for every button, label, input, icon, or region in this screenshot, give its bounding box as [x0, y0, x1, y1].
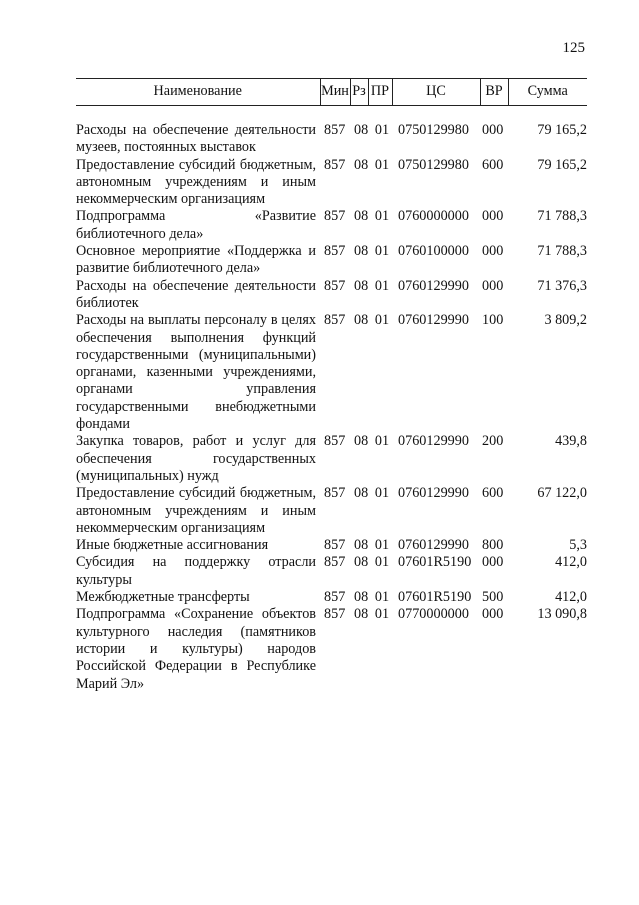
cell-vr: 500: [482, 589, 504, 606]
cell-min: 857: [324, 122, 346, 138]
cell-rz: 08: [354, 537, 369, 554]
cell-vr: 000: [482, 554, 504, 571]
header-name: Наименование: [76, 79, 320, 106]
cell-name: Расходы на обеспечение деятельности музеев, постоянных выставок: [76, 122, 316, 156]
cell-min: 857: [324, 208, 346, 225]
cell-name: Подпрограмма «Развитие библиотечного дела»: [76, 208, 316, 242]
header-rz: Рз: [350, 79, 368, 106]
table-row: [76, 554, 587, 589]
cell-sum: 71 376,3: [537, 277, 587, 294]
cell-rz: 08: [354, 554, 369, 571]
cell-sum: 79 165,2: [537, 156, 587, 173]
cell-min: 857: [324, 312, 346, 329]
cell-rz: 08: [354, 156, 369, 173]
cell-vr: 000: [482, 606, 504, 623]
header-vr: ВР: [480, 79, 508, 106]
cell-name: Расходы на обеспечение деятельности библиотек: [76, 277, 316, 311]
cell-name: Иные бюджетные ассигнования: [76, 537, 269, 554]
cell-rz: 08: [354, 208, 369, 225]
cell-name: Закупка товаров, работ и услуг для обеспечения государственных (муниципальных) нужд: [76, 433, 316, 484]
header-min: Мин: [320, 79, 350, 106]
cell-min: 857: [324, 589, 346, 606]
cell-vr: 600: [482, 156, 504, 173]
cell-vr: 600: [482, 485, 504, 502]
cell-cs: 0750129980: [398, 122, 469, 138]
cell-pr: 01: [374, 485, 390, 502]
cell-sum: 67 122,0: [537, 485, 587, 502]
cell-name: Предоставление субсидий бюджетным, автономным учреждениям и иным некоммерческим организациям: [76, 156, 316, 208]
cell-rz: 08: [354, 312, 369, 329]
cell-pr: 01: [374, 606, 390, 623]
cell-pr: 01: [374, 433, 390, 450]
budget-table: [76, 78, 587, 693]
page-number: 125: [562, 40, 585, 56]
cell-vr: 100: [482, 312, 504, 329]
cell-sum: 439,8: [555, 433, 587, 450]
cell-cs: 0760100000: [398, 243, 469, 260]
cell-rz: 08: [354, 606, 369, 623]
cell-min: 857: [324, 156, 346, 173]
cell-rz: 08: [354, 122, 369, 138]
cell-min: 857: [324, 554, 346, 571]
cell-sum: 3 809,2: [544, 312, 587, 329]
cell-pr: 01: [374, 277, 390, 294]
cell-vr: 200: [482, 433, 504, 450]
cell-name: Подпрограмма «Сохранение объектов культурного наследия (памятников истории и культуры) народов Российской Федерации в Республике Марий Эл»: [76, 606, 316, 692]
cell-vr: 800: [482, 537, 504, 554]
table-row: [76, 122, 587, 157]
table-row: [76, 278, 587, 313]
cell-rz: 08: [354, 433, 369, 450]
cell-cs: 07601R5190: [398, 554, 472, 571]
cell-sum: 71 788,3: [537, 243, 587, 260]
table-row: [76, 485, 587, 537]
cell-cs: 0750129980: [398, 156, 469, 173]
table-row: [76, 606, 587, 692]
cell-min: 857: [324, 277, 346, 294]
cell-cs: 0760000000: [398, 208, 469, 225]
cell-cs: 0760129990: [398, 537, 469, 554]
cell-vr: 000: [482, 122, 504, 138]
cell-sum: 79 165,2: [537, 122, 587, 138]
table-row: [76, 433, 587, 485]
cell-name: Межбюджетные трансферты: [76, 589, 250, 606]
header-pr: ПР: [368, 79, 392, 106]
cell-min: 857: [324, 433, 346, 450]
cell-pr: 01: [374, 589, 390, 606]
cell-rz: 08: [354, 485, 369, 502]
cell-rz: 08: [354, 277, 369, 294]
cell-pr: 01: [374, 554, 390, 571]
cell-cs: 07601R5190: [398, 589, 472, 606]
cell-name: Предоставление субсидий бюджетным, автономным учреждениям и иным некоммерческим организациям: [76, 485, 316, 536]
cell-min: 857: [324, 485, 346, 502]
cell-cs: 0770000000: [398, 606, 469, 623]
table-header-row: [76, 79, 587, 106]
cell-name: Расходы на выплаты персоналу в целях обеспечения выполнения функций государственными (муниципальными) органами, казенными учреждениями, органами управления государственными внебюджетными фондами: [76, 312, 316, 433]
cell-vr: 000: [482, 243, 504, 260]
cell-sum: 13 090,8: [537, 606, 587, 623]
cell-rz: 08: [354, 589, 369, 606]
header-cs: ЦС: [392, 79, 480, 106]
cell-sum: 71 788,3: [537, 208, 587, 225]
table-row: [76, 157, 587, 209]
cell-pr: 01: [374, 208, 390, 225]
table-row: [76, 537, 587, 554]
table-row: [76, 312, 587, 433]
cell-sum: 412,0: [555, 554, 587, 571]
header-sum: Сумма: [508, 79, 587, 106]
cell-cs: 0760129990: [398, 433, 469, 450]
cell-cs: 0760129990: [398, 485, 469, 502]
cell-rz: 08: [354, 243, 369, 260]
cell-pr: 01: [374, 156, 390, 173]
cell-cs: 0760129990: [398, 277, 469, 294]
cell-vr: 000: [482, 277, 504, 294]
cell-pr: 01: [374, 122, 390, 138]
cell-name: Субсидия на поддержку отрасли культуры: [76, 554, 316, 588]
table-row: [76, 589, 587, 606]
cell-min: 857: [324, 243, 346, 260]
cell-sum: 412,0: [555, 589, 587, 606]
cell-cs: 0760129990: [398, 312, 469, 329]
cell-min: 857: [324, 606, 346, 623]
cell-min: 857: [324, 537, 346, 554]
table-row: [76, 208, 587, 243]
cell-pr: 01: [374, 312, 390, 329]
cell-pr: 01: [374, 537, 390, 554]
cell-pr: 01: [374, 243, 390, 260]
cell-name: Основное мероприятие «Поддержка и развитие библиотечного дела»: [76, 243, 316, 277]
table-row: [76, 243, 587, 278]
cell-sum: 5,3: [569, 537, 587, 554]
cell-vr: 000: [482, 208, 504, 225]
